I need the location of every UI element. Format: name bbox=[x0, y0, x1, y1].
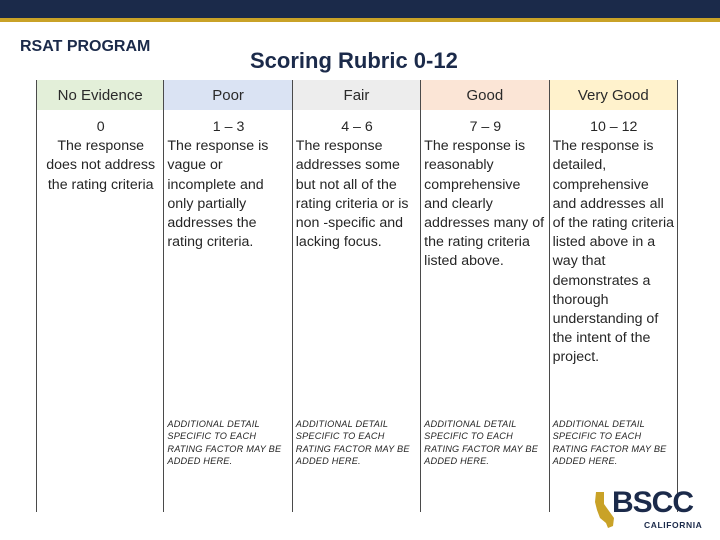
rubric-score: 10 – 12 bbox=[590, 119, 638, 135]
rubric-score: 0 bbox=[96, 119, 105, 135]
rubric-body bbox=[37, 110, 163, 195]
rubric-body bbox=[421, 110, 548, 272]
logo-subtitle: CALIFORNIA bbox=[644, 520, 703, 530]
rubric-body bbox=[164, 110, 291, 252]
rubric-heading: Very Good bbox=[550, 80, 677, 110]
rubric-heading: No Evidence bbox=[37, 80, 163, 110]
rubric-description: The response is detailed, comprehensive and addresses all of the rating criteria listed above in a way that demonstrates a thorough understanding of the intent of the project. bbox=[552, 138, 675, 366]
rubric-description: The response is vague or incomplete and only partially addresses the rating criteria. bbox=[167, 138, 269, 251]
header-bar bbox=[0, 0, 720, 18]
rubric-heading: Poor bbox=[164, 80, 291, 110]
header-accent-stripe bbox=[0, 18, 720, 22]
rubric-score: 7 – 9 bbox=[469, 119, 502, 135]
rubric-heading: Fair bbox=[293, 80, 420, 110]
logo-wordmark: BSCC bbox=[612, 486, 694, 519]
rubric-column-good bbox=[421, 80, 549, 512]
rubric-column-poor bbox=[164, 80, 292, 512]
scoring-rubric-table bbox=[36, 80, 678, 512]
rubric-additional-detail-note: ADDITIONAL DETAIL SPECIFIC TO EACH RATING FACTOR MAY BE ADDED HERE. bbox=[424, 419, 539, 467]
rubric-body bbox=[293, 110, 420, 252]
rubric-description: The response is reasonably comprehensive and clearly addresses many of the rating criteria listed above. bbox=[424, 138, 545, 270]
rubric-description: The response does not address the rating criteria bbox=[46, 138, 156, 193]
rubric-score: 4 – 6 bbox=[341, 119, 373, 135]
rubric-additional-detail-note: ADDITIONAL DETAIL SPECIFIC TO EACH RATING FACTOR MAY BE ADDED HERE. bbox=[552, 419, 667, 467]
bscc-logo bbox=[594, 488, 712, 532]
rubric-heading: Good bbox=[421, 80, 548, 110]
rubric-column-fair bbox=[293, 80, 421, 512]
rubric-additional-detail-note: ADDITIONAL DETAIL SPECIFIC TO EACH RATING FACTOR MAY BE ADDED HERE. bbox=[295, 419, 410, 467]
page-title: Scoring Rubric 0-12 bbox=[250, 48, 458, 73]
rubric-column-no-evidence bbox=[36, 80, 164, 512]
rubric-description: The response addresses some but not all of the rating criteria or is non -specific and lacking focus. bbox=[295, 138, 409, 251]
rubric-additional-detail-note: ADDITIONAL DETAIL SPECIFIC TO EACH RATING FACTOR MAY BE ADDED HERE. bbox=[167, 419, 282, 467]
rubric-column-very-good bbox=[550, 80, 678, 512]
program-label: RSAT PROGRAM bbox=[20, 38, 151, 55]
rubric-body bbox=[550, 110, 677, 368]
rubric-score: 1 – 3 bbox=[212, 119, 245, 135]
